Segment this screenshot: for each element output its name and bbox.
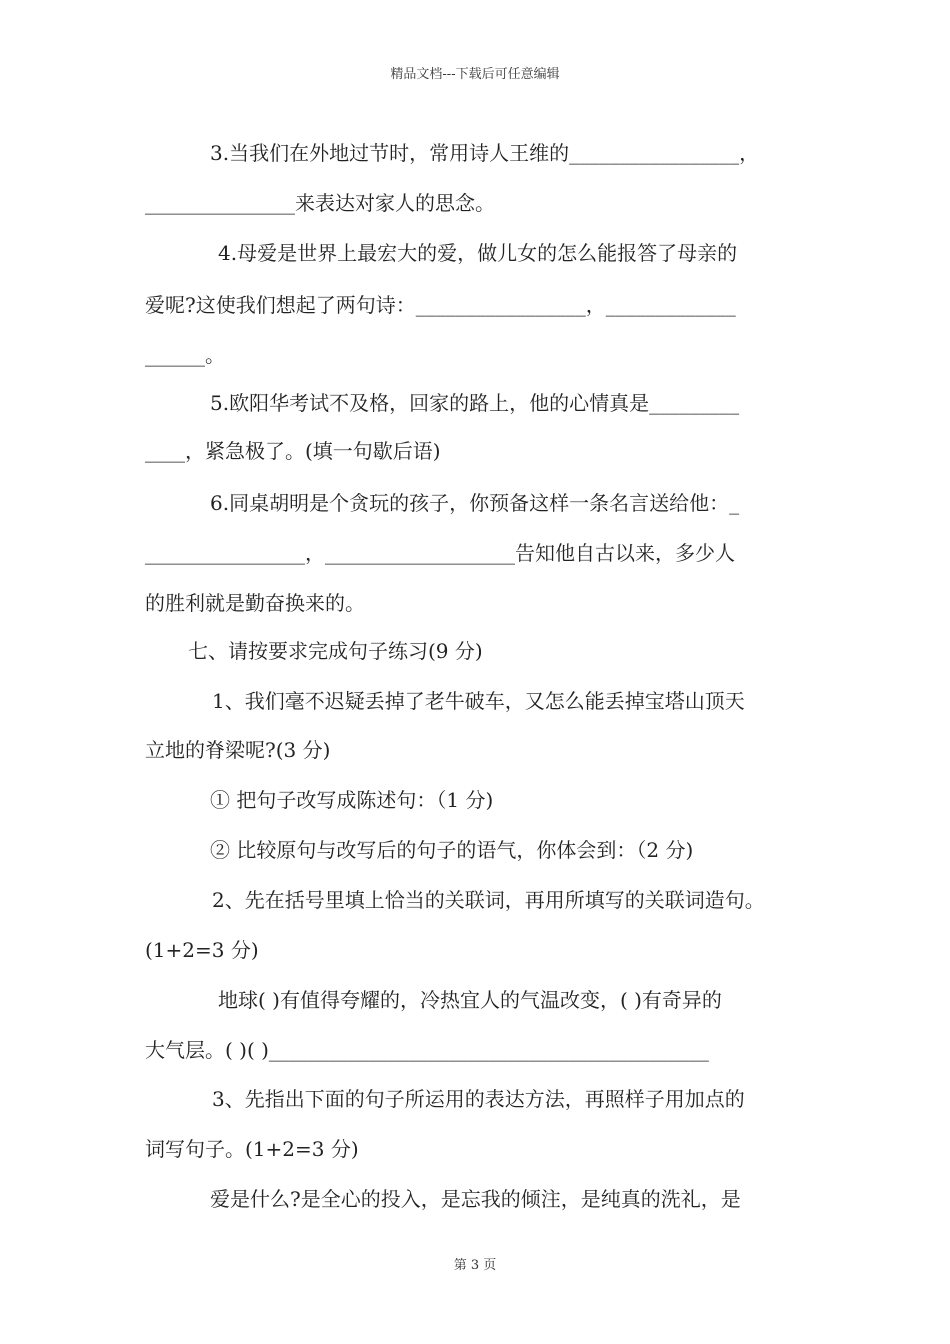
text-line-9: ________________，___________________告知他自古以来，多少人	[145, 541, 735, 565]
text-line-18: 地球( )有值得夸耀的，冷热宜人的气温改变，( )有奇异的	[218, 988, 722, 1012]
text-line-22: 爱是什么?是全心的投入，是忘我的倾注，是纯真的洗礼，是	[210, 1187, 741, 1211]
text-line-15: ② 比较原句与改写后的句子的语气，你体会到：（2 分)	[210, 838, 694, 862]
text-line-13: 立地的脊梁呢?(3 分)	[145, 738, 331, 762]
text-line-2: _______________来表达对家人的思念。	[145, 191, 495, 215]
text-line-16: 2、先在括号里填上恰当的关联词，再用所填写的关联词造句。	[212, 888, 765, 912]
page-header: 精品文档---下载后可任意编辑	[390, 67, 560, 82]
text-line-21: 词写句子。(1+2=3 分)	[145, 1137, 359, 1161]
page-footer: 第 3 页	[453, 1258, 497, 1273]
text-line-10: 的胜利就是勤奋换来的。	[145, 591, 365, 615]
text-line-5: ______。	[145, 343, 225, 367]
text-line-8: 6.同桌胡明是个贪玩的孩子，你预备这样一条名言送给他：_	[210, 491, 740, 515]
text-line-14: ① 把句子改写成陈述句：（1 分)	[210, 788, 494, 812]
section-heading-7: 七、请按要求完成句子练习(9 分)	[188, 639, 483, 663]
text-line-17: (1+2=3 分)	[145, 938, 259, 962]
text-line-20: 3、先指出下面的句子所运用的表达方法，再照样子用加点的	[212, 1087, 745, 1111]
text-line-12: 1、我们毫不迟疑丢掉了老牛破车，又怎么能丢掉宝塔山顶天	[212, 689, 745, 713]
text-line-4: 爱呢?这使我们想起了两句诗：_________________，_____________	[145, 293, 736, 317]
text-line-6: 5.欧阳华考试不及格，回家的路上，他的心情真是_________	[210, 391, 740, 415]
text-line-19: 大气层。( )( )____________________________________________	[145, 1038, 709, 1062]
text-line-1: 3.当我们在外地过节时，常用诗人王维的_________________，	[210, 141, 760, 165]
text-line-3: 4.母爱是世界上最宏大的爱，做儿女的怎么能报答了母亲的	[218, 241, 738, 265]
text-line-7: ____，紧急极了。(填一句歇后语)	[145, 439, 441, 463]
